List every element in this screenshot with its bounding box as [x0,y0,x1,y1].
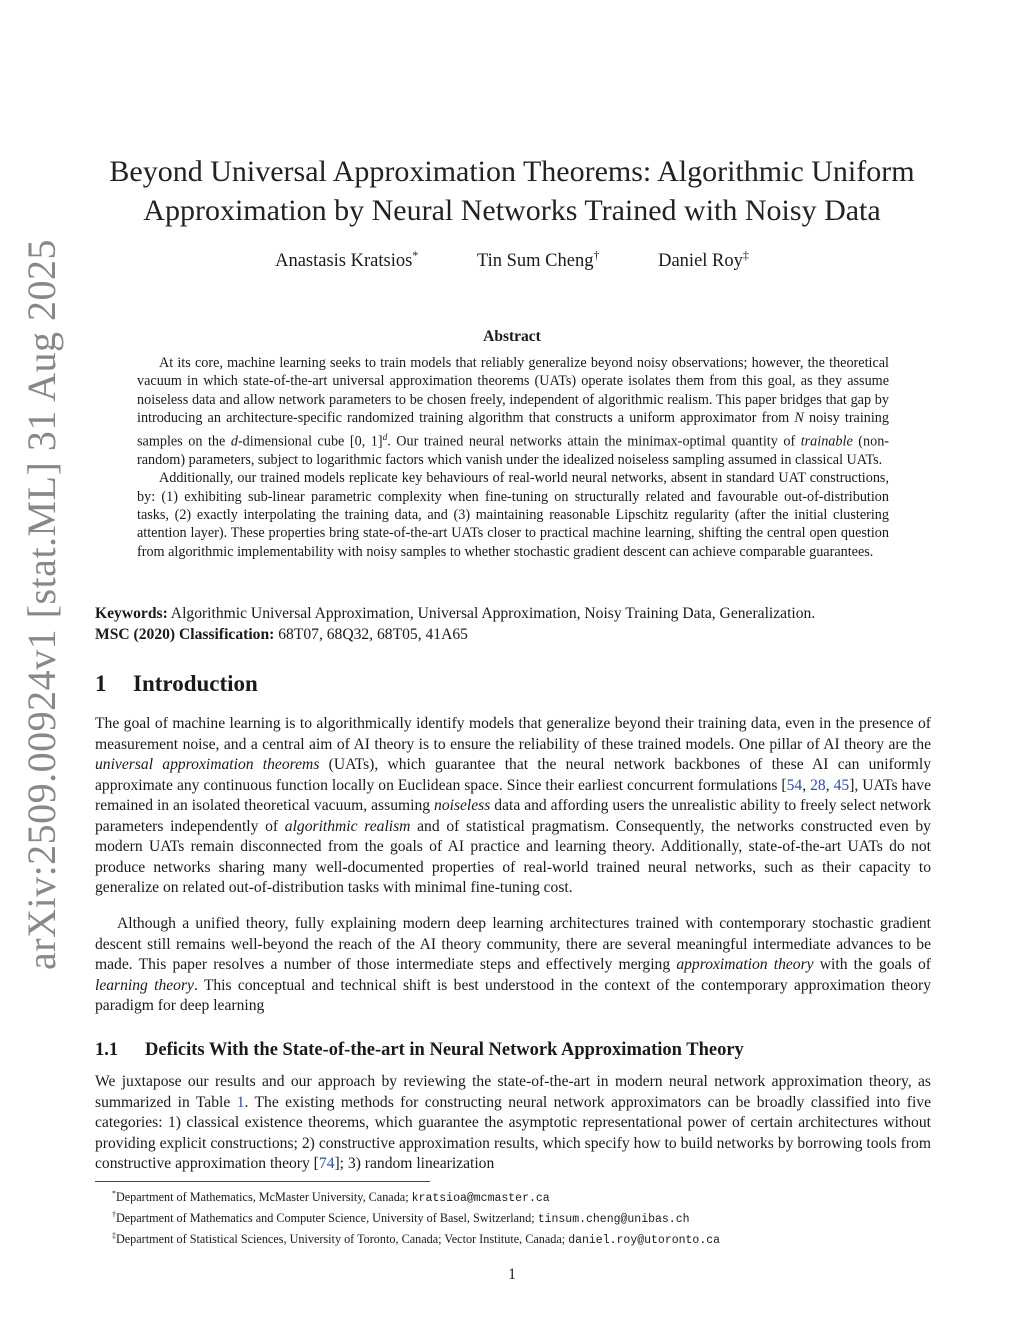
abstract-paragraph: Additionally, our trained models replicate key behaviours of real-world neural networks, absent in standard UAT constructions, by: (1) exhibiting sub-linear parametric complexity when fine-tuning on structurally related and favourable out-of-distribution tasks, (2) exactly interpolating the training data, and (3) maintaining reasonable Lipschitz regularity (after the initial clustering attention layer). These properties bring state-of-the-art UATs closer to practical machine learning, shifting the central open question from algorithmic implementability with noisy samples to whether stochastic gradient descent can achieve comparable guarantees. [137,470,889,560]
msc-line: MSC (2020) Classification: 68T07, 68Q32, 68T05, 41A65 [95,626,468,643]
abstract-heading: Abstract [483,328,541,345]
author: Tin Sum Cheng† [476,248,600,272]
citation-link[interactable]: 28 [810,776,826,794]
abstract-paragraph: At its core, machine learning seeks to train models that reliably generalize beyond noisy observations; however, the theoretical vacuum in which state-of-the-art universal approximation theorems (UATs) operate isolates them from this goal, as they assume noiseless data and allow network parameters to be chosen freely, independent of algorithmic realism. This paper bridges that gap by introducing an architecture-specific randomized training algorithm that constructs a uniform approximator from N noisy training samples on the d-dimensional cube [0, 1]$^d$. Our trained neural networks attain the minimax-optimal quantity of trainable (non-random) parameters, subject to logarithmic factors which vanish under the idealized noiseless sampling assumed in classical UATs. [137,355,890,468]
footnote: *Department of Mathematics, McMaster University, Canada; kratsioa@mcmaster.ca [112,1189,550,1206]
title-line-1: Beyond Universal Approximation Theorems: Algorithmic Uniform [109,155,915,188]
citation-link[interactable]: 54 [786,776,803,794]
table-reference-link[interactable]: 1 [236,1093,245,1111]
intro-paragraph-1: The goal of machine learning is to algorithmically identify models that generalize beyond their training data, even in the presence of measurement noise, and a central aim of AI theory is to ensure the reliability of these trained models. One pillar of AI theory are the universal approximation theorems (UATs), which guarantee that the neural network backbones of these AI can uniformly approximate any continuous function locally on Euclidean space. Since their earliest concurrent formulations [54, 28, 45], UATs have remained in an isolated theoretical vacuum, assuming noiseless data and affording users the unrealistic ability to freely select network parameters independently of algorithmic realism and of statistical pragmatism. Consequently, the networks constructed even by modern UATs remain disconnected from the goals of AI practice and learning theory. Additionally, state-of-the-art UATs do not produce networks sharing many well-documented properties of real-world trained neural networks, such as their capacity to generalize on related out-of-distribution tasks with minimal fine-tuning cost. [95,715,932,896]
footnote: ‡Department of Statistical Sciences, University of Toronto, Canada; Vector Institute, Canada; daniel.roy@utoronto.ca [112,1231,721,1248]
footnote-rule [95,1181,430,1182]
arxiv-stamp: arXiv:2509.00924v1 [stat.ML] 31 Aug 2025 [19,238,64,970]
footnote: †Department of Mathematics and Computer Science, University of Basel, Switzerland; tinsum.cheng@unibas.ch [112,1210,690,1227]
citation-link[interactable]: 74 [318,1155,335,1172]
author: Daniel Roy‡ [658,248,749,272]
footnotes [112,1186,932,1249]
section-heading: 1 Introduction [95,671,258,696]
subsection-heading: 1.1 Deficits With the State-of-the-art in Neural Network Approximation Theory [95,1040,744,1060]
citation-link[interactable]: 45 [833,776,850,794]
author: Anastasis Kratsios* [275,248,419,272]
keywords-block [95,603,935,645]
deficits-paragraph: We juxtapose our results and our approach by reviewing the state-of-the-art in modern neural network approximation theory, as summarized in Table 1. The existing methods for constructing neural network approximators can be broadly classified into five categories: 1) classical existence theorems, which guarantee the asymptotic representational power of certain architectures without providing explicit constructions; 2) constructive approximation results, which specify how to build networks by borrowing tools from constructive approximation theory [74]; 3) random linearization [95,1073,931,1172]
page-number: 1 [508,1266,516,1283]
abstract-body [137,354,889,561]
title-line-2: Approximation by Neural Networks Trained with Noisy Data [143,194,881,227]
keywords-line: Keywords: Algorithmic Universal Approximation, Universal Approximation, Noisy Training Data, Generalization. [95,605,816,622]
intro-paragraph-2: Although a unified theory, fully explaining modern deep learning architectures trained with contemporary stochastic gradient descent still remains well-beyond the reach of the AI theory community, there are several meaningful intermediate advances to be made. This paper resolves a number of those intermediate steps and effectively merging approximation theory with the goals of learning theory. This conceptual and technical shift is best understood in the context of the contemporary approximation theory paradigm for deep learning [95,915,932,1014]
author-list [95,248,929,272]
paper-title [95,152,929,230]
